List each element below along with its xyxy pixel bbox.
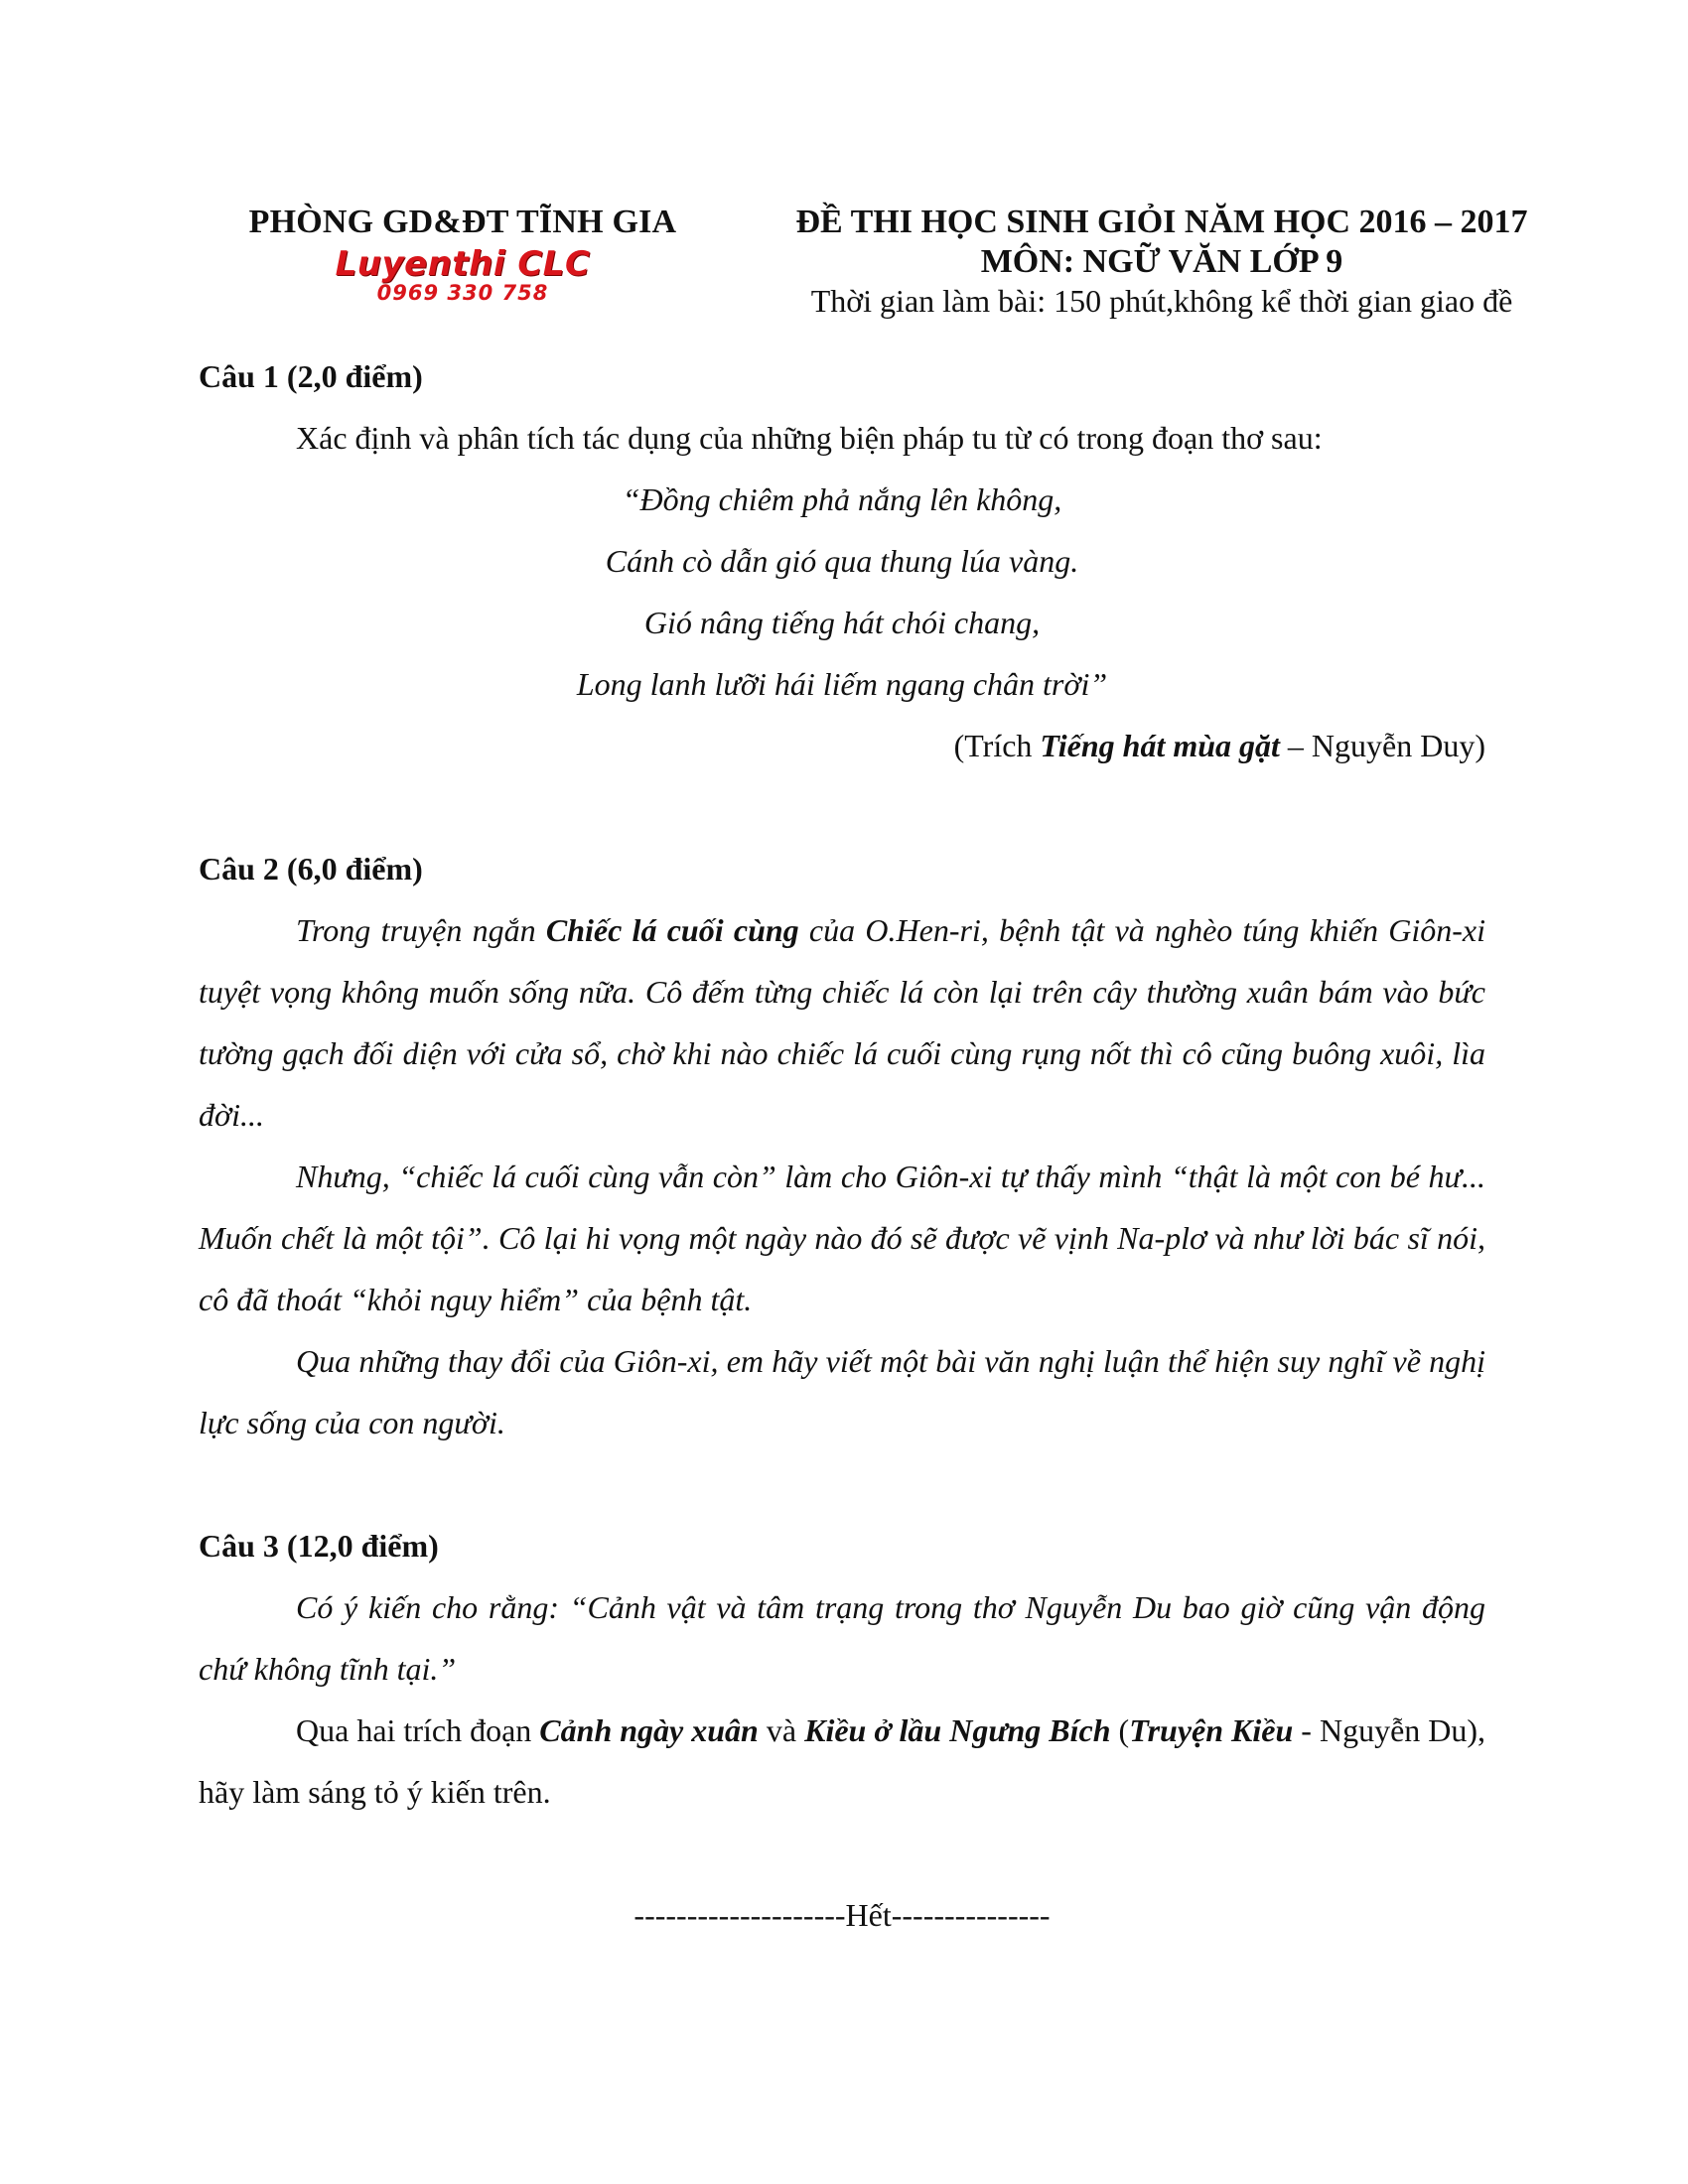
q2-p1-text: Trong truyện ngắn bbox=[296, 912, 546, 948]
q3-work-3: Truyện Kiều bbox=[1129, 1712, 1294, 1748]
question-3-paragraph-2 bbox=[199, 1700, 1485, 1823]
poem-excerpt bbox=[199, 469, 1485, 715]
question-1-instruction: Xác định và phân tích tác dụng của những biện pháp tu từ có trong đoạn thơ sau: bbox=[296, 420, 1323, 456]
poem-line: Gió nâng tiếng hát chói chang, bbox=[643, 605, 1041, 640]
q3-p2-text: Qua hai trích đoạn bbox=[296, 1712, 540, 1748]
q2-work-title: Chiếc lá cuối cùng bbox=[545, 912, 799, 948]
exam-title: ĐỀ THI HỌC SINH GIỎI NĂM HỌC 2016 – 2017 bbox=[795, 204, 1528, 240]
luyenthi-logo bbox=[234, 244, 691, 305]
question-2-paragraph-3: Qua những thay đổi của Giôn-xi, em hãy viết một bài văn nghị luận thể hiện suy nghĩ về nghị lực sống của con người. bbox=[199, 1343, 1485, 1440]
citation-prefix: (Trích bbox=[953, 728, 1041, 763]
poem-citation bbox=[199, 715, 1485, 776]
logo-name: Luyenthi CLC bbox=[335, 244, 591, 284]
poem-line: “Đồng chiêm phả nắng lên không, bbox=[622, 481, 1062, 517]
exam-time-note: Thời gian làm bài: 150 phút,không kể thời gian giao đề bbox=[810, 283, 1513, 319]
poem-line: Cánh cò dẫn gió qua thung lúa vàng. bbox=[605, 543, 1079, 579]
exam-content bbox=[199, 345, 1485, 1946]
citation-suffix: – Nguyễn Duy) bbox=[1279, 728, 1485, 763]
question-2-title: Câu 2 (6,0 điểm) bbox=[199, 851, 423, 887]
exam-subject: MÔN: NGỮ VĂN LỚP 9 bbox=[980, 243, 1343, 280]
q2-p1-text-rest: của O.Hen-ri, bệnh tật và nghèo túng khiến Giôn-xi tuyệt vọng không muốn sống nữa. Cô đếm từng chiếc lá còn lại trên cây thường xuân bám vào bức tường gạch đối diện với cửa sổ, chờ khi nào chiếc lá cuối cùng rụng nốt thì cô cũng buông xuôi, lìa đời... bbox=[199, 912, 1485, 1133]
q3-p2-conj: và bbox=[758, 1712, 805, 1748]
question-2-paragraph-1 bbox=[199, 899, 1485, 1146]
q3-p2-text-rest: - Nguyễn Du), hãy làm sáng tỏ ý kiến trên. bbox=[199, 1712, 1486, 1810]
q3-p2-paren: ( bbox=[1110, 1712, 1130, 1748]
q3-work-1: Cảnh ngày xuân bbox=[539, 1712, 759, 1748]
question-2-paragraph-2: Nhưng, “chiếc lá cuối cùng vẫn còn” làm cho Giôn-xi tự thấy mình “thật là một con bé hư... Muốn chết là một tội”. Cô lại hi vọng một ngày nào đó sẽ được vẽ vịnh Na-plơ và như lời bác sĩ nói, cô đã thoát “khỏi nguy hiểm” của bệnh tật. bbox=[199, 1159, 1485, 1317]
question-3-paragraph-1: Có ý kiến cho rằng: “Cảnh vật và tâm trạng trong thơ Nguyễn Du bao giờ cũng vận động chứ không tĩnh tại.” bbox=[199, 1589, 1485, 1687]
department-name: PHÒNG GD&ĐT TĨNH GIA bbox=[248, 204, 677, 240]
header-right bbox=[755, 204, 1569, 320]
logo-phone: 0969 330 758 bbox=[376, 281, 549, 305]
q3-work-2: Kiều ở lầu Ngưng Bích bbox=[804, 1712, 1111, 1748]
poem-line: Long lanh lưỡi hái liếm ngang chân trời” bbox=[576, 666, 1108, 702]
question-3-title: Câu 3 (12,0 điểm) bbox=[199, 1528, 439, 1564]
citation-work-title: Tiếng hát mùa gặt bbox=[1040, 728, 1280, 763]
header-left bbox=[234, 204, 691, 304]
end-marker: --------------------Hết--------------- bbox=[633, 1897, 1051, 1933]
question-1-title: Câu 1 (2,0 điểm) bbox=[199, 358, 423, 394]
